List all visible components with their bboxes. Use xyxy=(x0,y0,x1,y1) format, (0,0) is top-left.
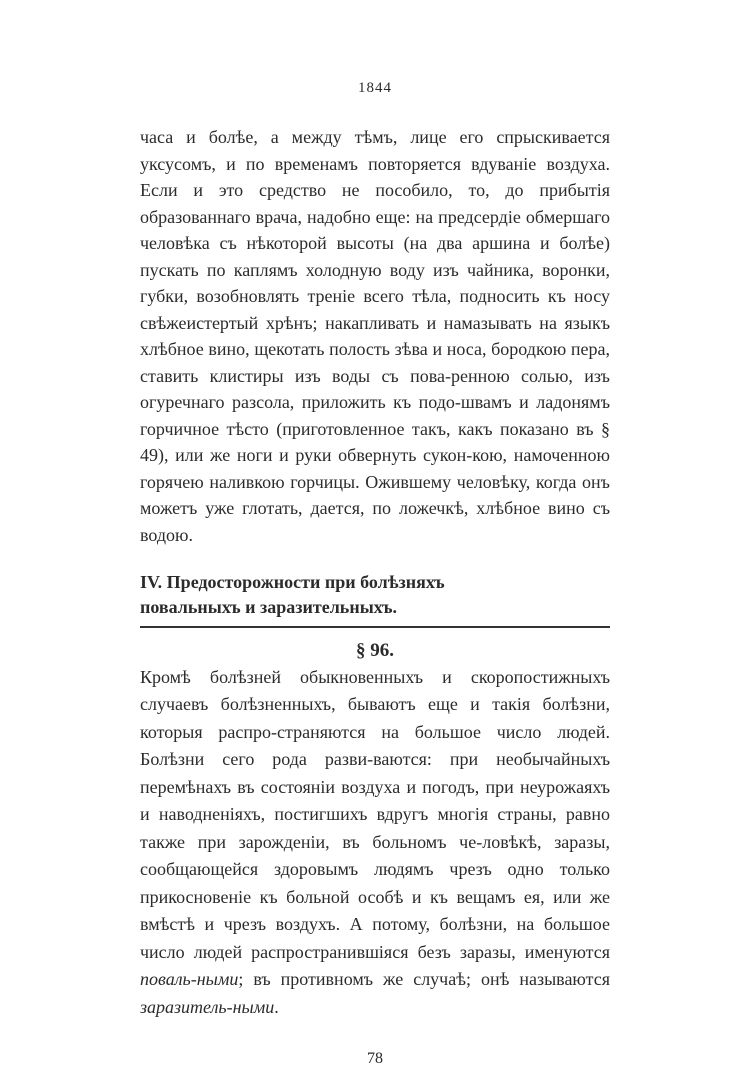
text-segment: ; въ противномъ же случаѣ; онѣ называются xyxy=(238,969,610,989)
paragraph-1 xyxy=(140,124,610,548)
paragraph-2 xyxy=(140,664,610,1022)
text-segment: и намазывать на языкъ хлѣбное вино, щекотать полость зѣва xyxy=(140,312,611,359)
text-segment: страняются на большое число людей. Болѣзни сего рода разви- xyxy=(140,721,610,769)
text-segment: какъ показано въ § 49), или же ноги и руки обвернуть сукон- xyxy=(140,418,611,465)
text-segment: высоты (на два аршина и болѣе) пускать по каплямъ холодную xyxy=(140,233,611,280)
text-segment: хлѣбное вино съ водою. xyxy=(140,498,611,545)
running-header: 1844 xyxy=(358,80,392,96)
text-segment: многія страны, равно также при зарожденіи, въ больномъ че- xyxy=(140,804,610,852)
text-line xyxy=(140,969,610,1017)
text-segment: ловѣкѣ, заразы, сообщающейся здоровымъ людямъ чрезъ одно xyxy=(140,831,610,879)
text-segment: вмѣстѣ и чрезъ воздухъ. А потому, болѣзни, на большое число xyxy=(140,914,610,962)
text-segment: . xyxy=(274,996,279,1017)
chapter-heading xyxy=(140,570,610,620)
heading-rule xyxy=(140,626,610,628)
italic-term: ными xyxy=(196,969,239,989)
book-page xyxy=(140,0,610,1089)
text-segment: часа и болѣе, а между тѣмъ, лице его спрыскивается уксусомъ, xyxy=(140,127,610,174)
text-segment: швамъ и ладонямъ горчичное тѣсто (приготовленное такъ, xyxy=(140,392,611,439)
text-segment: воду изъ чайника, воронки, губки, возобновлять треніе всего xyxy=(140,259,610,306)
chapter-heading-line: повальныхъ и заразительныхъ. xyxy=(140,597,398,617)
text-segment: и погодъ, при неурожаяхъ и наводненіяхъ, постигшихъ вдругъ xyxy=(140,776,610,824)
text-segment: и носа, бородкою пера, ставить клистиры изъ воды съ пова- xyxy=(140,339,610,386)
text-segment: средство не пособило, то, до прибытія образованнаго врача, xyxy=(140,180,610,227)
text-segment: человѣку, когда онъ можетъ уже глотать, дается, по ложечкѣ, xyxy=(140,471,610,518)
text-segment: ваются: при необычайныхъ перемѣнахъ въ состояніи воздуха xyxy=(140,749,611,797)
text-segment: кою, намоченною горячею наливкою горчицы. Ожившему xyxy=(140,445,610,492)
italic-term: ными xyxy=(232,996,275,1017)
text-segment: ренною солью, изъ огуречнаго разсола, приложить къ подо- xyxy=(140,365,610,412)
text-segment: тѣла, подносить къ носу свѣжеистертый хрѣнъ; накапливать xyxy=(140,286,610,333)
text-segment: Кромѣ болѣзней обыкновенныхъ и скоропостижныхъ случаевъ xyxy=(140,666,610,714)
text-segment: и по временамъ повторяется вдуваніе воздуха. Если и это xyxy=(140,153,611,200)
italic-term: поваль- xyxy=(140,969,197,989)
chapter-heading-line: IV. Предосторожности при болѣзняхъ xyxy=(140,572,445,592)
text-segment: болѣзненныхъ, бываютъ еще и такія болѣзни, которыя распро- xyxy=(140,694,611,742)
page-number: 78 xyxy=(367,1050,383,1067)
section-mark: § 96. xyxy=(356,639,394,661)
text-segment: надобно еще: на предсердіе обмершаго человѣка съ нѣкоторой xyxy=(140,206,610,253)
italic-term: заразитель- xyxy=(140,996,233,1017)
text-segment: только прикосновеніе къ больной особѣ и къ вещамъ ея, или же xyxy=(140,859,611,907)
text-segment: людей распространившіяся безъ заразы, именуются xyxy=(193,941,611,962)
